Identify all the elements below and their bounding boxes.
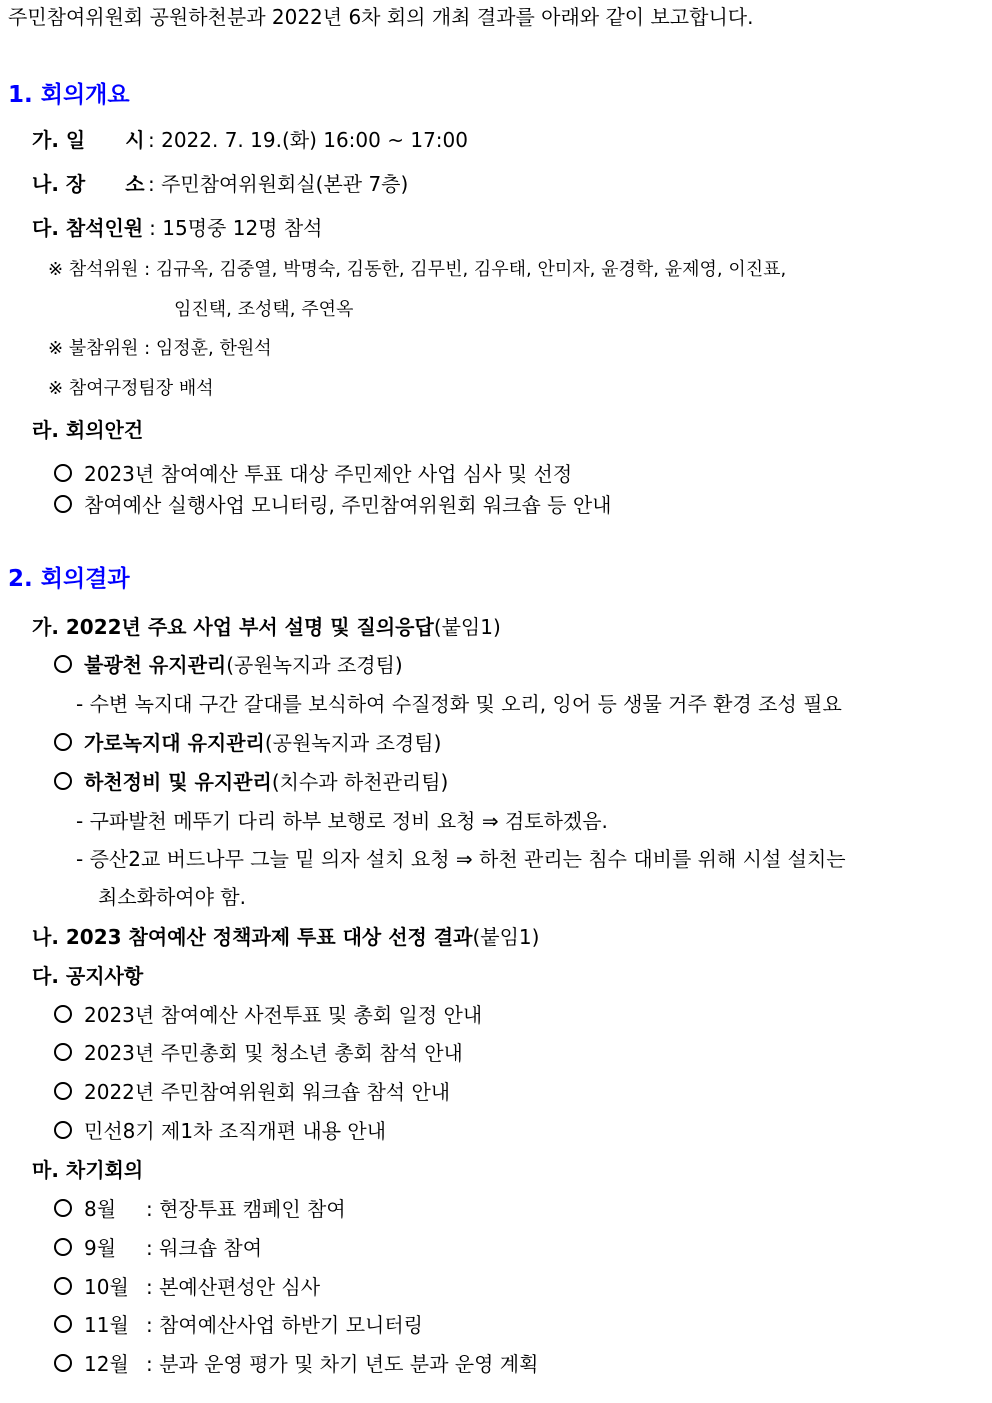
attendance	[32, 215, 322, 241]
agenda-label: 라. 회의안건	[32, 418, 144, 442]
place-value: : 주민참여위원회실(본관 7층)	[148, 172, 409, 196]
agenda-text: 참여예산 실행사업 모니터링, 주민참여위원회 워크숍 등 안내	[84, 493, 612, 517]
agenda-item	[54, 492, 612, 518]
attendees-line-2: 임진택, 조성택, 주연옥	[174, 299, 354, 320]
schedule-month: 8월	[84, 1197, 117, 1221]
circle-bullet-icon	[54, 1315, 72, 1333]
item-dept: (공원녹지과 조경팀)	[226, 653, 403, 677]
notice-item	[54, 1002, 482, 1028]
result-b-label: 나. 2023 참여예산 정책과제 투표 대상 선정 결과	[32, 925, 473, 949]
attendance-value: : 15명중 12명 참석	[149, 216, 323, 240]
circle-bullet-icon	[54, 655, 72, 673]
item-dept: (치수과 하천관리팀)	[271, 770, 449, 794]
date-label: 가. 일 시	[32, 128, 145, 152]
circle-bullet-icon	[54, 495, 72, 513]
notice-text: 민선8기 제1차 조직개편 내용 안내	[84, 1119, 387, 1143]
notice-item	[54, 1118, 386, 1144]
result-b	[32, 924, 539, 950]
notice-text: 2023년 주민총회 및 청소년 총회 참석 안내	[84, 1041, 463, 1065]
result-b-suffix: (붙임1)	[472, 925, 540, 949]
circle-bullet-icon	[54, 1199, 72, 1217]
attendees-line-1: ※ 참석위원 : 김규옥, 김중열, 박명숙, 김동한, 김무빈, 김우태, 안미자, 윤경학, 윤제영, 이진표,	[48, 259, 787, 280]
result-item	[54, 769, 448, 795]
result-note: - 증산2교 버드나무 그늘 밑 의자 설치 요청 ⇒ 하천 관리는 침수 대비를 위해 시설 설치는	[76, 847, 846, 871]
schedule-text: : 본예산편성안 심사	[146, 1275, 321, 1299]
circle-bullet-icon	[54, 733, 72, 751]
result-note: - 수변 녹지대 구간 갈대를 보식하여 수질정화 및 오리, 잉어 등 생물 거주 환경 조성 필요	[76, 692, 842, 716]
schedule-text: : 워크숍 참여	[146, 1236, 263, 1260]
circle-bullet-icon	[54, 1082, 72, 1100]
item-name: 하천정비 및 유지관리	[84, 770, 272, 794]
schedule-month: 11월	[84, 1313, 129, 1337]
intro-text: 주민참여위원회 공원하천분과 2022년 6차 회의 개최 결과를 아래와 같이 보고합니다.	[8, 5, 754, 29]
schedule-month: 10월	[84, 1275, 129, 1299]
section-2-heading: 2. 회의결과	[8, 566, 130, 592]
notice-text: 2023년 참여예산 사전투표 및 총회 일정 안내	[84, 1003, 483, 1027]
schedule-item	[54, 1235, 262, 1261]
circle-bullet-icon	[54, 772, 72, 790]
circle-bullet-icon	[54, 1005, 72, 1023]
meeting-place	[32, 171, 408, 197]
result-note-continued: 최소화하여야 함.	[98, 885, 246, 909]
absent-members: ※ 불참위원 : 임정훈, 한원석	[48, 338, 272, 359]
schedule-item	[54, 1312, 423, 1338]
notice-item	[54, 1040, 463, 1066]
result-item	[54, 730, 441, 756]
schedule-item	[54, 1196, 346, 1222]
notice-item	[54, 1079, 450, 1105]
place-label: 나. 장 소	[32, 172, 145, 196]
agenda-item	[54, 461, 572, 487]
next-meeting-label: 마. 차기회의	[32, 1158, 144, 1182]
item-name: 불광천 유지관리	[84, 653, 227, 677]
agenda-text: 2023년 참여예산 투표 대상 주민제안 사업 심사 및 선정	[84, 462, 573, 486]
schedule-month: 9월	[84, 1236, 117, 1260]
circle-bullet-icon	[54, 1277, 72, 1295]
schedule-month: 12월	[84, 1352, 129, 1376]
circle-bullet-icon	[54, 1121, 72, 1139]
notice-text: 2022년 주민참여위원회 워크숍 참석 안내	[84, 1080, 451, 1104]
schedule-text: : 분과 운영 평가 및 차기 년도 분과 운영 계획	[146, 1352, 539, 1376]
date-value: : 2022. 7. 19.(화) 16:00 ~ 17:00	[148, 128, 468, 152]
result-a-suffix: (붙임1)	[433, 615, 501, 639]
circle-bullet-icon	[54, 1354, 72, 1372]
schedule-text: : 현장투표 캠페인 참여	[146, 1197, 346, 1221]
circle-bullet-icon	[54, 1043, 72, 1061]
schedule-item	[54, 1351, 538, 1377]
section-1-heading: 1. 회의개요	[8, 82, 130, 108]
item-dept: (공원녹지과 조경팀)	[264, 731, 442, 755]
meeting-date	[32, 127, 468, 153]
result-a-label: 가. 2022년 주요 사업 부서 설명 및 질의응답	[32, 615, 434, 639]
schedule-text: : 참여예산사업 하반기 모니터링	[146, 1313, 423, 1337]
attendance-label: 다. 참석인원	[32, 216, 144, 240]
circle-bullet-icon	[54, 464, 72, 482]
result-a	[32, 614, 501, 640]
result-item	[54, 652, 403, 678]
schedule-item	[54, 1274, 320, 1300]
result-note: - 구파발천 메뚜기 다리 하부 보행로 정비 요청 ⇒ 검토하겠음.	[76, 809, 608, 833]
item-name: 가로녹지대 유지관리	[84, 731, 265, 755]
circle-bullet-icon	[54, 1238, 72, 1256]
notices-label: 다. 공지사항	[32, 964, 144, 988]
team-leader-note: ※ 참여구정팀장 배석	[48, 378, 214, 399]
